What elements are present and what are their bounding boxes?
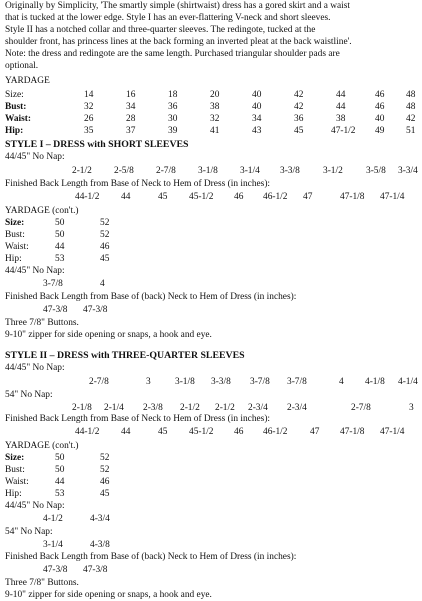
yardage-value: 4-1/4 — [398, 377, 418, 387]
yardage-value: 2-5/8 — [114, 166, 134, 176]
bust-value: 42 — [294, 102, 304, 112]
size-value: 48 — [406, 90, 416, 100]
back-length-value: 45 — [158, 427, 168, 437]
hip-value: 47-1/2 — [331, 126, 356, 136]
yardage-value: 4 — [100, 279, 105, 289]
waist-value: 32 — [210, 114, 220, 124]
yardage-value: 3-7/8 — [250, 377, 270, 387]
waist-value: 38 — [336, 114, 346, 124]
yardage-value: 3-1/4 — [43, 540, 63, 550]
hip-value: 35 — [84, 126, 94, 136]
yardage-value: 3-7/8 — [287, 377, 307, 387]
waist-value: 34 — [252, 114, 262, 124]
waist-label: Waist: — [5, 477, 29, 487]
waist-value: 42 — [406, 114, 416, 124]
bust-value: 38 — [210, 102, 220, 112]
back-length-value: 47-3/8 — [43, 565, 68, 575]
yardage-value: 2-7/8 — [89, 377, 109, 387]
size-value: 50 — [55, 218, 65, 228]
nap-label: 44/45" No Nap: — [5, 501, 65, 511]
yardage-value: 2-1/2 — [215, 403, 235, 413]
nap-label: 44/45" No Nap: — [5, 363, 65, 373]
back-length-value: 47 — [303, 192, 313, 202]
yardage-value: 2-7/8 — [351, 403, 371, 413]
hip-value: 43 — [252, 126, 262, 136]
back-length-value: 47-1/4 — [380, 192, 405, 202]
nap-label: 54" No Nap: — [5, 390, 53, 400]
intro-line: that is tucked at the lower edge. Style I has an ever-flattering V-neck and short sleeves. — [5, 13, 331, 23]
yardage-value: 2-1/2 — [72, 166, 92, 176]
back-length-value: 47-1/8 — [340, 427, 365, 437]
hip-value: 53 — [55, 489, 65, 499]
hip-label: Hip: — [5, 489, 22, 499]
waist-value: 40 — [375, 114, 385, 124]
bust-label: Bust: — [5, 465, 25, 475]
yardage-value: 4-1/2 — [43, 514, 63, 524]
back-length-label: Finished Back Length from Base of Neck to Hem of Dress (in inches): — [5, 179, 271, 189]
yardage-value: 2-3/8 — [143, 403, 163, 413]
size-label: Size: — [5, 90, 24, 100]
bust-value: 34 — [126, 102, 136, 112]
back-length-value: 46 — [234, 427, 244, 437]
size-label: Size: — [5, 453, 25, 463]
bust-value: 52 — [100, 230, 110, 240]
size-value: 50 — [55, 453, 65, 463]
zipper-note: 9-10" zipper for side opening or snaps, a hook and eye. — [5, 590, 212, 600]
yardage-cont-heading: YARDAGE (con't.) — [5, 206, 79, 216]
yardage-value: 2-1/2 — [180, 403, 200, 413]
yardage-value: 2-7/8 — [156, 166, 176, 176]
style2-heading: STYLE II – DRESS with THREE-QUARTER SLEEVES — [5, 350, 245, 361]
yardage-value: 3-3/4 — [398, 166, 418, 176]
size-label: Size: — [5, 218, 25, 228]
bust-value: 36 — [168, 102, 178, 112]
waist-value: 36 — [294, 114, 304, 124]
back-length-value: 46-1/2 — [263, 192, 288, 202]
hip-value: 37 — [126, 126, 136, 136]
back-length-value: 47-3/8 — [83, 565, 108, 575]
size-value: 46 — [375, 90, 385, 100]
back-length-value: 47-3/8 — [83, 305, 108, 315]
hip-value: 45 — [294, 126, 304, 136]
nap-label: 54" No Nap: — [5, 527, 53, 537]
yardage-value: 3-1/4 — [240, 166, 260, 176]
hip-value: 45 — [100, 254, 110, 264]
size-value: 42 — [294, 90, 304, 100]
size-value: 52 — [100, 453, 110, 463]
yardage-cont-heading: YARDAGE (con't.) — [5, 441, 79, 451]
yardage-value: 4-3/4 — [90, 514, 110, 524]
bust-value: 46 — [375, 102, 385, 112]
yardage-value: 2-1/8 — [72, 403, 92, 413]
bust-value: 52 — [100, 465, 110, 475]
hip-value: 39 — [168, 126, 178, 136]
yardage-value: 3-3/8 — [280, 166, 300, 176]
waist-label: Waist: — [5, 242, 29, 252]
waist-value: 44 — [55, 242, 65, 252]
back-length-value: 45-1/2 — [189, 427, 214, 437]
back-length-value: 44-1/2 — [75, 427, 100, 437]
waist-value: 26 — [84, 114, 94, 124]
size-value: 44 — [336, 90, 346, 100]
back-length-label: Finished Back Length from Base of (back) Neck to Hem of Dress (in inches): — [5, 552, 297, 562]
yardage-value: 3-1/8 — [198, 166, 218, 176]
intro-line: Originally by Simplicity, 'The smartly simple (shirtwaist) dress has a gored skirt and a waist — [5, 1, 351, 11]
yardage-value: 2-3/4 — [248, 403, 268, 413]
bust-value: 50 — [55, 230, 65, 240]
hip-value: 41 — [210, 126, 220, 136]
waist-value: 28 — [126, 114, 136, 124]
intro-line: Style II has a notched collar and three-quarter sleeves. The redingote, tucked at the — [5, 25, 316, 35]
bust-value: 50 — [55, 465, 65, 475]
yardage-value: 3-5/8 — [366, 166, 386, 176]
size-value: 52 — [100, 218, 110, 228]
yardage-value: 3 — [146, 377, 151, 387]
waist-value: 46 — [100, 477, 110, 487]
hip-label: Hip: — [5, 254, 22, 264]
yardage-value: 3-1/2 — [323, 166, 343, 176]
back-length-label: Finished Back Length from Base of (back) Neck to Hem of Dress (in inches): — [5, 292, 297, 302]
yardage-value: 3-7/8 — [43, 279, 63, 289]
back-length-value: 47-3/8 — [43, 305, 68, 315]
intro-line: optional. — [5, 61, 39, 71]
waist-value: 30 — [168, 114, 178, 124]
waist-label: Waist: — [5, 114, 32, 124]
waist-value: 44 — [55, 477, 65, 487]
size-value: 16 — [126, 90, 136, 100]
waist-value: 46 — [100, 242, 110, 252]
zipper-note: 9-10" zipper for side opening or snaps, a hook and eye. — [5, 330, 212, 340]
bust-value: 32 — [84, 102, 94, 112]
back-length-value: 47-1/8 — [340, 192, 365, 202]
back-length-value: 46 — [234, 192, 244, 202]
back-length-value: 44 — [121, 427, 131, 437]
hip-value: 45 — [100, 489, 110, 499]
hip-label: Hip: — [5, 126, 24, 136]
bust-value: 48 — [406, 102, 416, 112]
nap-label: 44/45" No Nap: — [5, 152, 65, 162]
bust-value: 40 — [252, 102, 262, 112]
buttons-note: Three 7/8" Buttons. — [5, 578, 79, 588]
size-value: 40 — [252, 90, 262, 100]
yardage-value: 4-1/8 — [365, 377, 385, 387]
back-length-value: 45 — [158, 192, 168, 202]
yardage-value: 3 — [409, 403, 414, 413]
nap-label: 44/45" No Nap: — [5, 266, 65, 276]
hip-value: 51 — [406, 126, 416, 136]
yardage-value: 3-3/8 — [211, 377, 231, 387]
size-value: 14 — [84, 90, 94, 100]
buttons-note: Three 7/8" Buttons. — [5, 318, 79, 328]
back-length-value: 46-1/2 — [263, 427, 288, 437]
back-length-label: Finished Back Length from Base of Neck to Hem of Dress (in inches): — [5, 414, 271, 424]
yardage-heading: YARDAGE — [5, 76, 50, 86]
intro-line: Note: the dress and redingote are the same length. Purchased triangular shoulder pads are — [5, 49, 340, 59]
style1-heading: STYLE I – DRESS with SHORT SLEEVES — [5, 139, 189, 150]
back-length-value: 47 — [310, 427, 320, 437]
bust-label: Bust: — [5, 102, 27, 112]
back-length-value: 44 — [121, 192, 131, 202]
bust-label: Bust: — [5, 230, 25, 240]
back-length-value: 47-1/4 — [380, 427, 405, 437]
yardage-value: 4-3/8 — [90, 540, 110, 550]
back-length-value: 45-1/2 — [189, 192, 214, 202]
intro-line: shoulder front, has princess lines at the back forming an inverted pleat at the back waistline'. — [5, 37, 352, 47]
yardage-value: 2-1/4 — [104, 403, 124, 413]
yardage-value: 2-3/4 — [287, 403, 307, 413]
size-value: 18 — [168, 90, 178, 100]
hip-value: 49 — [375, 126, 385, 136]
hip-value: 53 — [55, 254, 65, 264]
bust-value: 44 — [336, 102, 346, 112]
size-value: 20 — [210, 90, 220, 100]
yardage-value: 4 — [339, 377, 344, 387]
yardage-value: 3-1/8 — [175, 377, 195, 387]
back-length-value: 44-1/2 — [75, 192, 100, 202]
